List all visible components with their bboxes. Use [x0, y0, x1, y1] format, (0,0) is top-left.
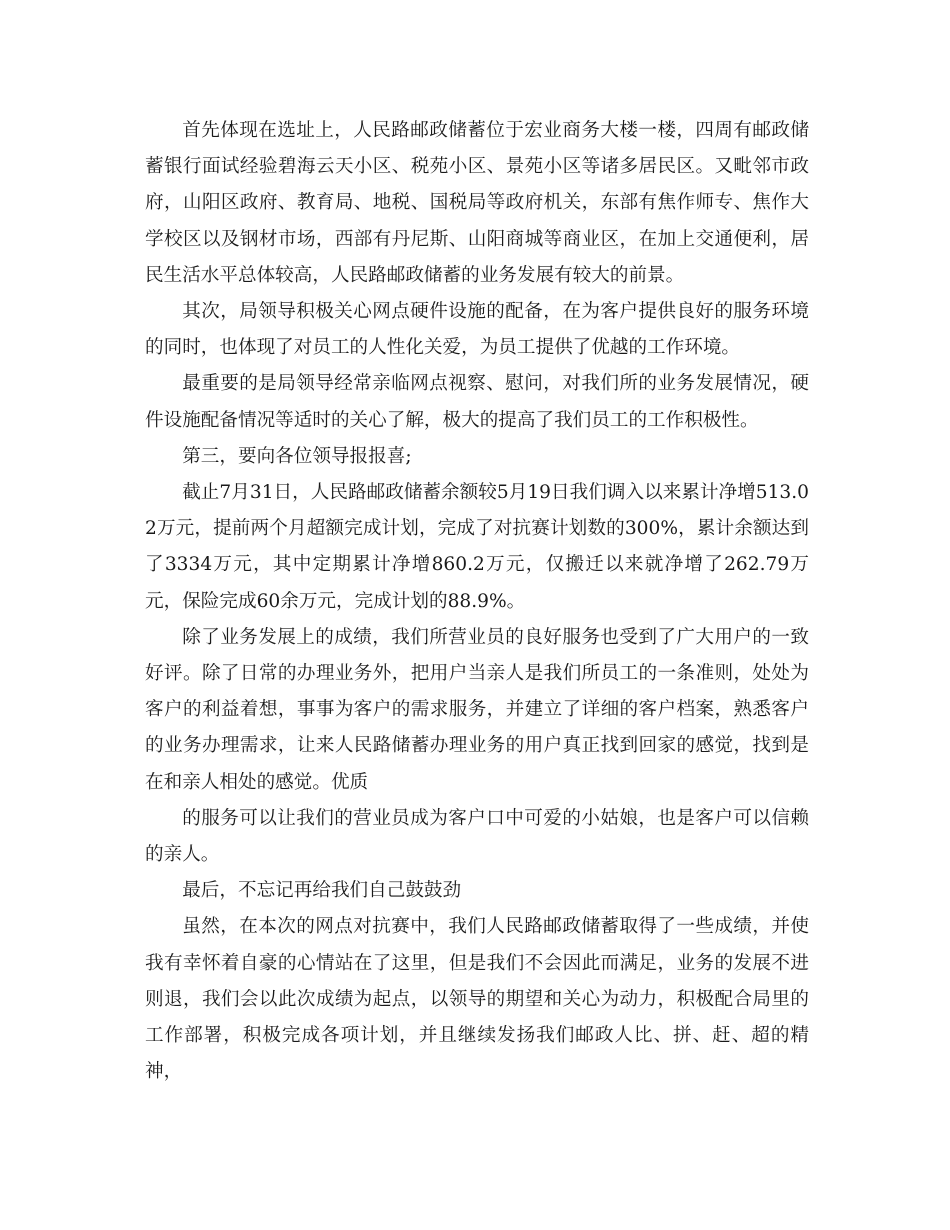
- paragraph-third-point-heading: 第三，要向各位领导报报喜;: [182, 445, 412, 467]
- paragraph-service-praise: 除了业务发展上的成绩，我们所营业员的良好服务也受到了广大用户的一致好评。除了日常的办理业务外，把用户当亲人是我们所员工的一条准则，处处为客户的利益着想，事事为客户的需求服务，并建立了详细的客户档案，熟悉客户的业务办理需求，让来人民路储蓄办理业务的用户真正找到回家的感觉，找到是在和亲人相处的感觉。优质: [145, 626, 809, 793]
- paragraph-site-location: 首先体现在选址上，人民路邮政储蓄位于宏业商务大楼一楼，四周有邮政储蓄银行面试经验碧海云天小区、税苑小区、景苑小区等诸多居民区。又毗邻市政府，山阳区政府、教育局、地税、国税局等政府机关，东部有焦作师专、焦作大学校区以及钢材市场，西部有丹尼斯、山阳商城等商业区，在加上交通便利，居民生活水平总体较高，人民路邮政储蓄的业务发展有较大的前景。: [145, 120, 809, 286]
- paragraph-performance-figures: 截止7月31日，人民路邮政储蓄余额较5月19日我们调入以来累计净增513.02万元，提前两个月超额完成计划，完成了对抗赛计划数的300%，累计余额达到了3334万元，其中定期累计净增860.2万元，仅搬迁以来就净增了262.79万元，保险完成60余万元，完成计划的88.9%。: [145, 482, 809, 612]
- paragraph-closing-commitment: 虽然，在本次的网点对抗赛中，我们人民路邮政储蓄取得了一些成绩，并使我有幸怀着自豪的心情站在了这里，但是我们不会因此而满足，业务的发展不进则退，我们会以此次成绩为起点，以领导的期望和关心为动力，积极配合局里的工作部署，积极完成各项计划，并且继续发扬我们邮政人比、拼、赶、超的精神，: [145, 916, 809, 1083]
- paragraph-hardware-facilities: 其次，局领导积极关心网点硬件设施的配备，在为客户提供良好的服务环境的同时，也体现了对员工的人性化关爱，为员工提供了优越的工作环境。: [145, 301, 809, 359]
- paragraph-final-heading: 最后，不忘记再给我们自己鼓鼓劲: [182, 880, 462, 902]
- paragraph-service-continued: 的服务可以让我们的营业员成为客户口中可爱的小姑娘，也是客户可以信赖的亲人。: [145, 807, 809, 866]
- paragraph-leadership-care: 最重要的是局领导经常亲临网点视察、慰问，对我们所的业务发展情况，硬件设施配备情况等适时的关心了解，极大的提高了我们员工的工作积极性。: [145, 373, 809, 431]
- document-body: [145, 113, 809, 1090]
